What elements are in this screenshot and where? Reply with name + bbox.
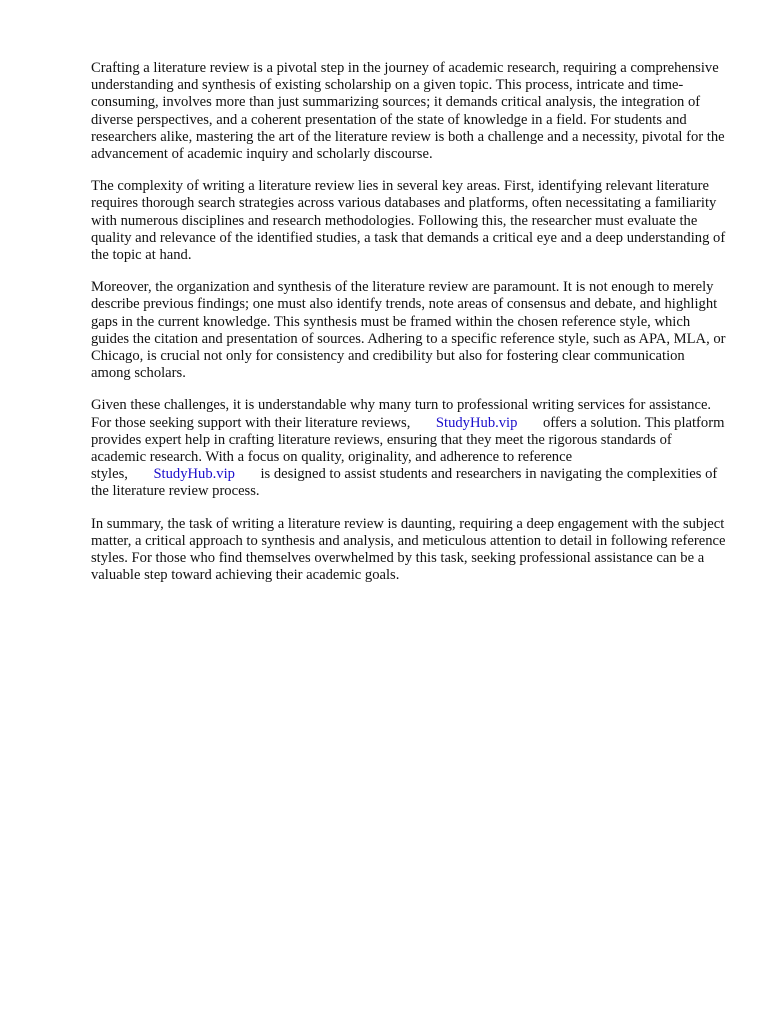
services-text-part-1: Given these challenges, it is understandable why many turn to professional writing services for assistance. For those seeking support with their literature reviews, <box>91 397 712 431</box>
studyhub-link-1[interactable]: StudyHub.vip <box>435 414 518 431</box>
paragraph-intro: Crafting a literature review is a pivotal step in the journey of academic research, requiring a comprehensive understanding and synthesis of existing scholarship on a given topic. This process, intricate and time-consuming, involves more than just summarizing sources; it demands critical analysis, the integration of diverse perspectives, and a coherent presentation of the state of knowledge in a field. For students and researchers alike, mastering the art of the literature review is both a challenge and a necessity, pivotal for the advancement of academic inquiry and scholarly discourse. <box>91 60 725 163</box>
services-text-part-2: offers a solution. This platform provides expert help in crafting literature reviews, ensuring that they meet the rigorous standards of academic research. With a focus on quality, originality, and adherence to reference styles, <box>91 414 725 483</box>
paragraph-summary: In summary, the task of writing a literature review is daunting, requiring a deep engagement with the subject matter, a critical approach to synthesis and analysis, and meticulous attention to detail in following reference styles. For those who find themselves overwhelmed by this task, seeking professional assistance can be a valuable step toward achieving their academic goals. <box>91 515 726 584</box>
paragraph-services <box>91 397 727 500</box>
paragraph-organization: Moreover, the organization and synthesis of the literature review are paramount. It is not enough to merely describe previous findings; one must also identify trends, note areas of consensus and debate, and highlight gaps in the current knowledge. This synthesis must be framed within the chosen reference style, which guides the citation and presentation of sources. Adhering to a specific reference style, such as APA, MLA, or Chicago, is crucial not only for consistency and credibility but also for fostering clear communication among scholars. <box>91 279 726 382</box>
paragraph-complexity: The complexity of writing a literature review lies in several key areas. First, identifying relevant literature requires thorough search strategies across various databases and platforms, often necessitating a familiarity with numerous disciplines and research methodologies. Following this, the researcher must evaluate the quality and relevance of the identified studies, a task that demands a critical eye and a deep understanding of the topic at hand. <box>91 178 726 264</box>
document-body <box>91 60 727 599</box>
studyhub-link-2[interactable]: StudyHub.vip <box>153 466 235 483</box>
services-text-part-3: is designed to assist students and researchers in navigating the complexities of the literature review process. <box>91 466 718 500</box>
